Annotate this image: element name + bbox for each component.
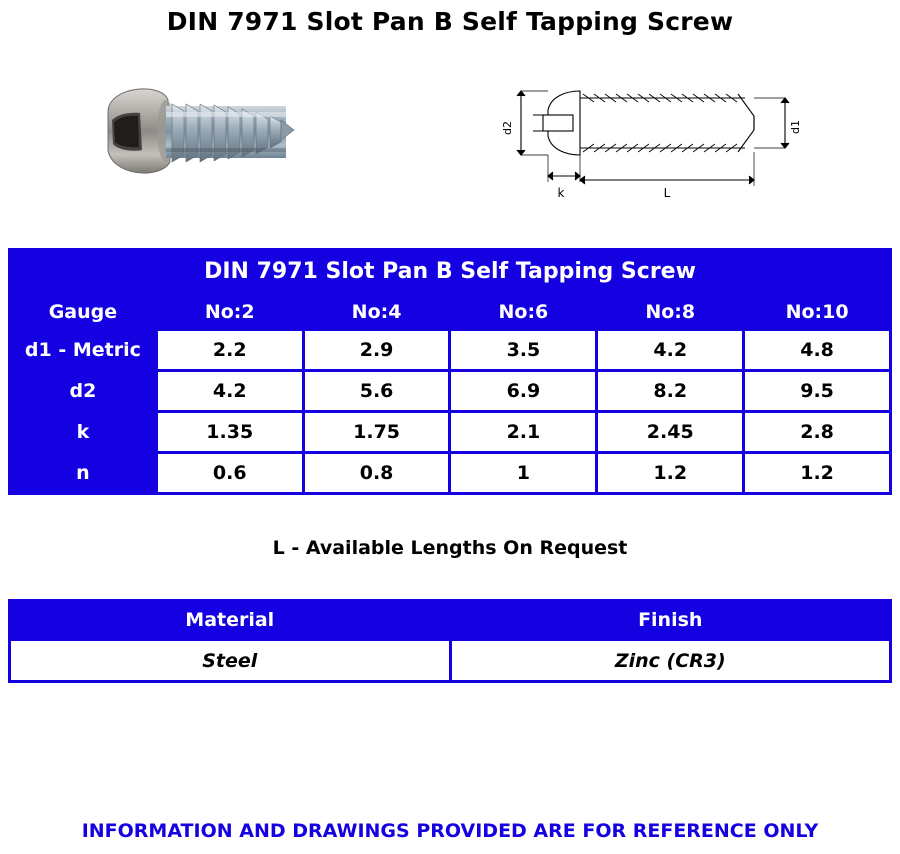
column-header-no8: No:8 [597, 294, 744, 330]
table-title-row [10, 250, 891, 294]
cell-d1-no4: 2.9 [303, 330, 450, 371]
cell-material-value: Steel [10, 640, 451, 682]
cell-n-no6: 1 [450, 453, 597, 494]
cell-d2-no6: 6.9 [450, 371, 597, 412]
row-label-n: n [10, 453, 157, 494]
column-header-material: Material [10, 601, 451, 640]
specification-table [8, 248, 892, 495]
table-header-row [10, 294, 891, 330]
cell-d2-no2: 4.2 [156, 371, 303, 412]
table-row [10, 371, 891, 412]
column-header-no4: No:4 [303, 294, 450, 330]
material-header-row [10, 601, 891, 640]
cell-n-no2: 0.6 [156, 453, 303, 494]
column-header-no6: No:6 [450, 294, 597, 330]
footer-disclaimer: INFORMATION AND DRAWINGS PROVIDED ARE FOR REFERENCE ONLY [81, 820, 819, 842]
lengths-note: L - Available Lengths On Request [272, 537, 628, 559]
column-header-no10: No:10 [744, 294, 891, 330]
cell-finish-value: Zinc (CR3) [450, 640, 891, 682]
table-title: DIN 7971 Slot Pan B Self Tapping Screw [10, 250, 891, 294]
column-header-no2: No:2 [156, 294, 303, 330]
table-row [10, 330, 891, 371]
cell-k-no6: 2.1 [450, 412, 597, 453]
row-label-k: k [10, 412, 157, 453]
cell-d2-no10: 9.5 [744, 371, 891, 412]
cell-k-no10: 2.8 [744, 412, 891, 453]
dimension-label-L: L [663, 186, 671, 200]
cell-n-no4: 0.8 [303, 453, 450, 494]
cell-n-no10: 1.2 [744, 453, 891, 494]
cell-d1-no8: 4.2 [597, 330, 744, 371]
cell-d1-no6: 3.5 [450, 330, 597, 371]
technical-drawing [455, 58, 845, 208]
cell-d2-no8: 8.2 [597, 371, 744, 412]
material-table [8, 599, 892, 683]
screw-photo [100, 76, 315, 186]
dimension-label-k: k [557, 186, 565, 200]
column-header-gauge: Gauge [10, 294, 157, 330]
cell-k-no4: 1.75 [303, 412, 450, 453]
table-row [10, 453, 891, 494]
row-label-d1: d1 - Metric [10, 330, 157, 371]
material-value-row [10, 640, 891, 682]
cell-k-no2: 1.35 [156, 412, 303, 453]
row-label-d2: d2 [10, 371, 157, 412]
column-header-finish: Finish [450, 601, 891, 640]
dimension-label-d2: d2 [501, 121, 514, 135]
cell-n-no8: 1.2 [597, 453, 744, 494]
page-title: DIN 7971 Slot Pan B Self Tapping Screw [166, 7, 734, 36]
table-row [10, 412, 891, 453]
figures-area [0, 58, 900, 248]
cell-d2-no4: 5.6 [303, 371, 450, 412]
cell-d1-no10: 4.8 [744, 330, 891, 371]
dimension-label-d1: d1 [789, 120, 802, 134]
cell-d1-no2: 2.2 [156, 330, 303, 371]
cell-k-no8: 2.45 [597, 412, 744, 453]
